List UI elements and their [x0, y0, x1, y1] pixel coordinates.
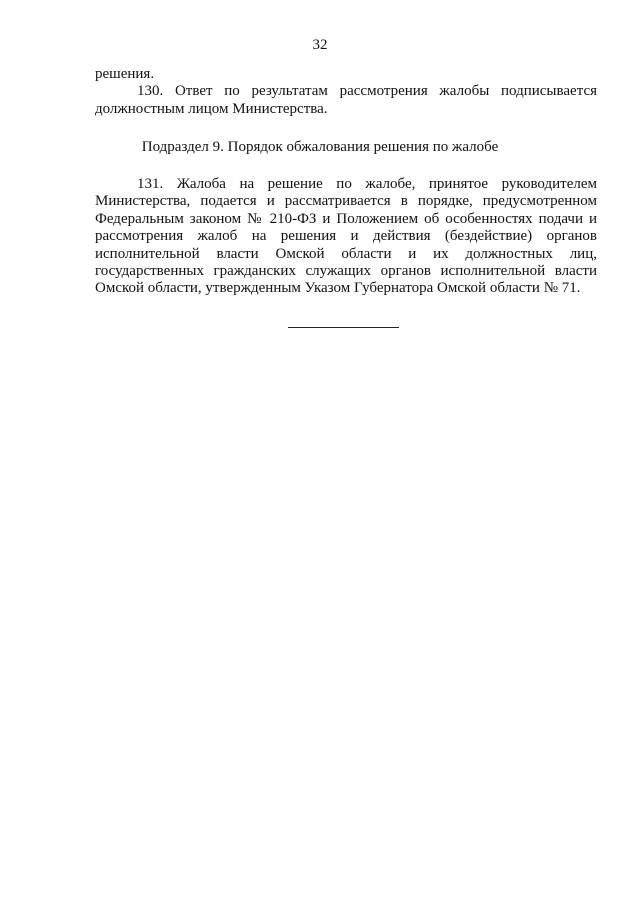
subsection-title: Подраздел 9. Порядок обжалования решения по жалобе [141, 139, 499, 155]
end-of-document-rule [288, 327, 399, 328]
text-line-continuation: решения. [95, 66, 155, 82]
intro-block [95, 66, 597, 118]
paragraph-131-line: Омской области, утвержденным Указом Губернатора Омской области № 71. [95, 280, 581, 297]
paragraph-131-line: государственных гражданских служащих органов исполнительной власти [95, 263, 597, 280]
paragraph-131-line: Федеральным законом № 210-ФЗ и Положением об особенностях подачи и [95, 210, 597, 227]
paragraph-130-line-2: должностным лицом Министерства. [95, 100, 328, 117]
paragraph-131-line: рассмотрения жалоб на решения и действия (бездействие) органов [95, 228, 597, 245]
paragraph-130-line-1: 130. Ответ по результатам рассмотрения жалобы подписывается [137, 83, 597, 100]
paragraph-131-line: исполнительной власти Омской области и их должностных лиц, [95, 245, 597, 262]
paragraph-131-line: 131. Жалоба на решение по жалобе, принятое руководителем [137, 176, 597, 192]
paragraph-131-line: Министерства, подается и рассматривается в порядке, предусмотренном [95, 193, 597, 210]
paragraph-131 [95, 176, 597, 298]
page-number: 32 [312, 37, 328, 53]
